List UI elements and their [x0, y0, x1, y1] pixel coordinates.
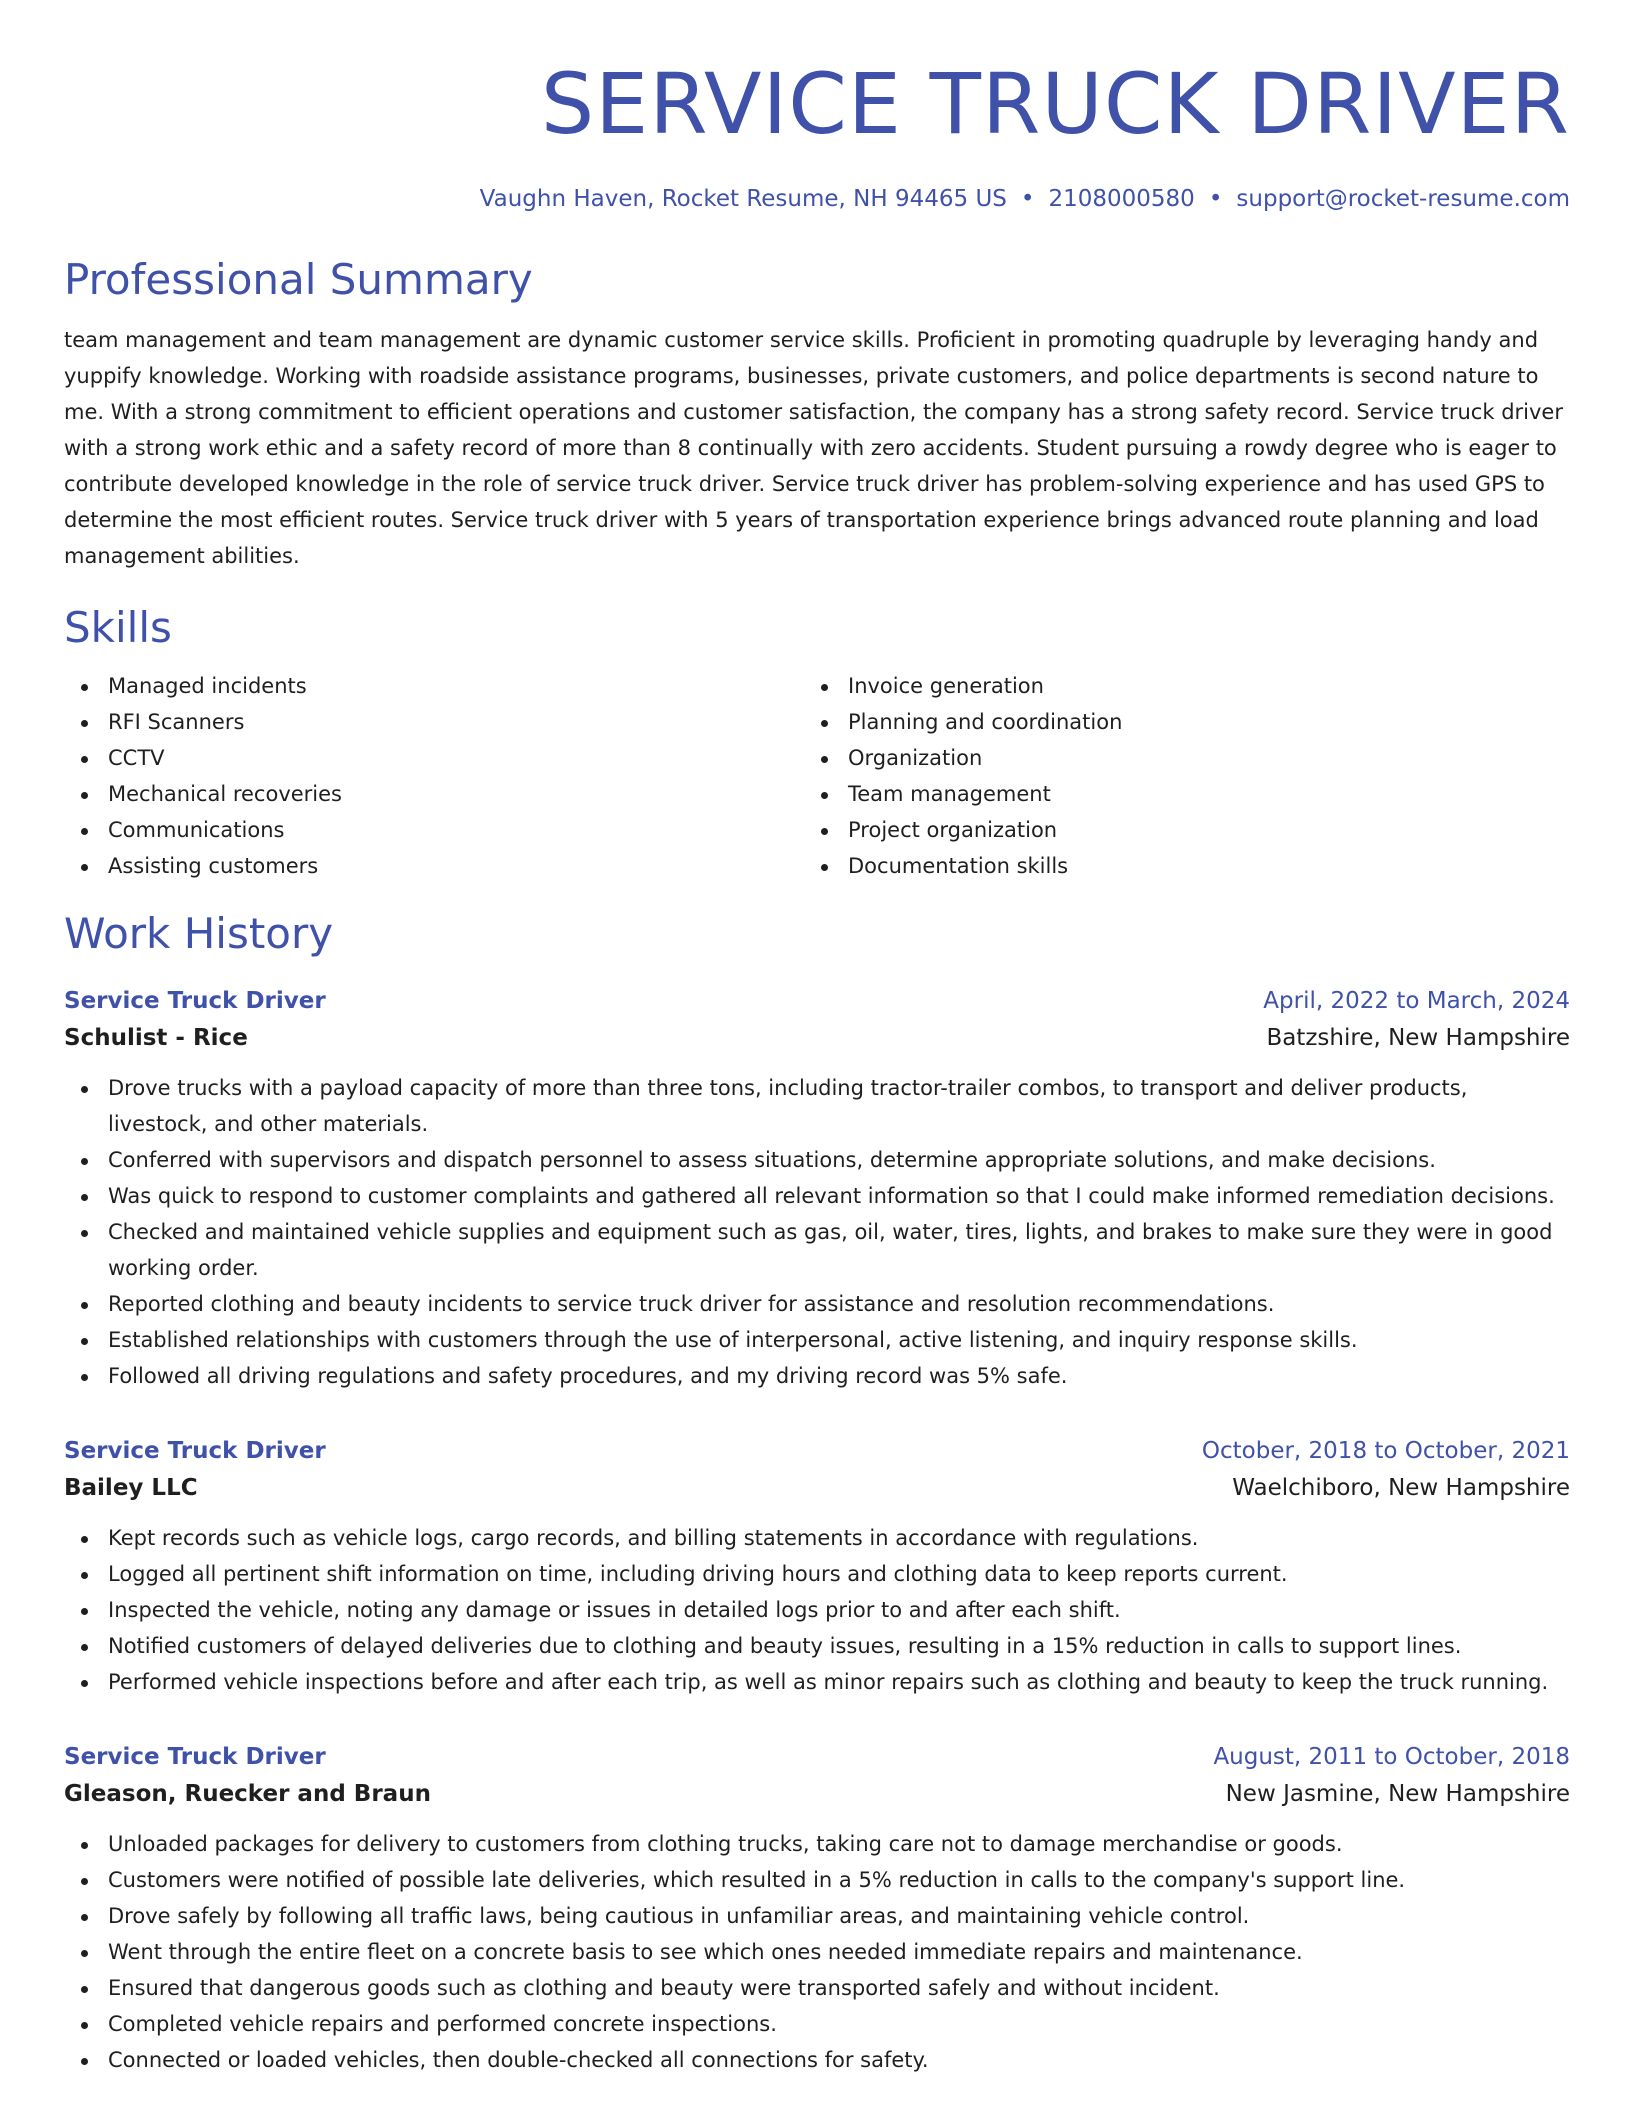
- work-history-section: [64, 908, 1570, 2078]
- bullet-item: Checked and maintained vehicle supplies and equipment such as gas, oil, water, tires, lights, and brakes to make sure they were in good working order.: [64, 1214, 1570, 1286]
- job-header-row: [64, 1434, 1570, 1468]
- job-title: Service Truck Driver: [64, 1744, 326, 1770]
- bullet-item: Performed vehicle inspections before and after each trip, as well as minor repairs such as clothing and beauty to keep the truck running.: [64, 1664, 1570, 1700]
- skill-item: Documentation skills: [804, 848, 1544, 884]
- job-dates: August, 2011 to October, 2018: [1213, 1744, 1570, 1770]
- skill-item: Project organization: [804, 812, 1544, 848]
- skill-item: RFI Scanners: [64, 704, 804, 740]
- job-location: New Jasmine, New Hampshire: [1225, 1781, 1570, 1807]
- company-name: Schulist - Rice: [64, 1025, 248, 1051]
- company-name: Bailey LLC: [64, 1475, 198, 1501]
- job-bullets: [64, 1520, 1570, 1700]
- job-header-row: [64, 984, 1570, 1018]
- bullet-item: Notified customers of delayed deliveries due to clothing and beauty issues, resulting in a 15% reduction in calls to support lines.: [64, 1628, 1570, 1664]
- skill-item: Planning and coordination: [804, 704, 1544, 740]
- job-dates: April, 2022 to March, 2024: [1263, 988, 1570, 1014]
- job-title: Service Truck Driver: [64, 1438, 326, 1464]
- bullet-item: Connected or loaded vehicles, then double-checked all connections for safety.: [64, 2042, 1570, 2078]
- bullet-item: Reported clothing and beauty incidents to service truck driver for assistance and resolution recommendations.: [64, 1286, 1570, 1322]
- bullet-item: Logged all pertinent shift information on time, including driving hours and clothing data to keep reports current.: [64, 1556, 1570, 1592]
- job-title: Service Truck Driver: [64, 988, 326, 1014]
- bullet-item: Conferred with supervisors and dispatch personnel to assess situations, determine appropriate solutions, and make decisions.: [64, 1142, 1570, 1178]
- job-entry: [64, 1434, 1570, 1700]
- bullet-item: Drove trucks with a payload capacity of more than three tons, including tractor-trailer combos, to transport and deliver products, livestock, and other materials.: [64, 1070, 1570, 1142]
- bullet-item: Customers were notified of possible late deliveries, which resulted in a 5% reduction in calls to the company's support line.: [64, 1862, 1570, 1898]
- skills-list: [64, 668, 1570, 884]
- skill-item: Invoice generation: [804, 668, 1544, 704]
- job-location: Batzshire, New Hampshire: [1266, 1025, 1570, 1051]
- skill-item: Mechanical recoveries: [64, 776, 804, 812]
- job-location: Waelchiboro, New Hampshire: [1232, 1475, 1570, 1501]
- skills-column-right: [804, 668, 1544, 884]
- bullet-item: Kept records such as vehicle logs, cargo records, and billing statements in accordance with regulations.: [64, 1520, 1570, 1556]
- email-link[interactable]: support@rocket-resume.com: [1236, 186, 1570, 212]
- job-header-row: [64, 1740, 1570, 1774]
- skill-item: Managed incidents: [64, 668, 804, 704]
- job-bullets: [64, 1070, 1570, 1394]
- bullet-item: Established relationships with customers through the use of interpersonal, active listening, and inquiry response skills.: [64, 1322, 1570, 1358]
- job-company-row: [64, 1774, 1570, 1814]
- job-company-row: [64, 1018, 1570, 1058]
- bullet-item: Followed all driving regulations and safety procedures, and my driving record was 5% safe.: [64, 1358, 1570, 1394]
- job-entry: [64, 984, 1570, 1394]
- skill-item: Team management: [804, 776, 1544, 812]
- section-title: Professional Summary: [64, 255, 533, 304]
- candidate-title: SERVICE TRUCK DRIVER: [540, 55, 1570, 153]
- summary-section: [64, 254, 1570, 574]
- separator-dot: •: [1208, 186, 1223, 212]
- job-bullets: [64, 1826, 1570, 2078]
- resume-header: [64, 56, 1570, 214]
- bullet-item: Inspected the vehicle, noting any damage or issues in detailed logs prior to and after each shift.: [64, 1592, 1570, 1628]
- bullet-item: Went through the entire fleet on a concrete basis to see which ones needed immediate repairs and maintenance.: [64, 1934, 1570, 1970]
- job-company-row: [64, 1468, 1570, 1508]
- bullet-item: Ensured that dangerous goods such as clothing and beauty were transported safely and without incident.: [64, 1970, 1570, 2006]
- summary-text: team management and team management are dynamic customer service skills. Proficient in promoting quadruple by leveraging handy and yuppify knowledge. Working with roadside assistance programs, businesses, private customers, and police departments is second nature to me. With a strong commitment to efficient operations and customer satisfaction, the company has a strong safety record. Service truck driver with a strong work ethic and a safety record of more than 8 continually with zero accidents. Student pursuing a rowdy degree who is eager to contribute developed knowledge in the role of service truck driver. Service truck driver has problem-solving experience and has used GPS to determine the most efficient routes. Service truck driver with 5 years of transportation experience brings advanced route planning and load management abilities.: [64, 328, 1563, 568]
- bullet-item: Drove safely by following all traffic laws, being cautious in unfamiliar areas, and maintaining vehicle control.: [64, 1898, 1570, 1934]
- skill-item: Assisting customers: [64, 848, 804, 884]
- skill-item: Organization: [804, 740, 1544, 776]
- phone-text: 2108000580: [1048, 186, 1195, 212]
- skills-column-left: [64, 668, 804, 884]
- job-dates: October, 2018 to October, 2021: [1201, 1438, 1570, 1464]
- separator-dot: •: [1020, 186, 1035, 212]
- job-entry: [64, 1740, 1570, 2078]
- bullet-item: Unloaded packages for delivery to customers from clothing trucks, taking care not to damage merchandise or goods.: [64, 1826, 1570, 1862]
- contact-line: [64, 184, 1570, 214]
- skill-item: CCTV: [64, 740, 804, 776]
- skills-section: [64, 602, 1570, 884]
- address-text: Vaughn Haven, Rocket Resume, NH 94465 US: [479, 186, 1007, 212]
- section-title: Skills: [64, 603, 172, 652]
- bullet-item: Was quick to respond to customer complaints and gathered all relevant information so that I could make informed remediation decisions.: [64, 1178, 1570, 1214]
- bullet-item: Completed vehicle repairs and performed concrete inspections.: [64, 2006, 1570, 2042]
- company-name: Gleason, Ruecker and Braun: [64, 1781, 431, 1807]
- section-title: Work History: [64, 909, 334, 958]
- skill-item: Communications: [64, 812, 804, 848]
